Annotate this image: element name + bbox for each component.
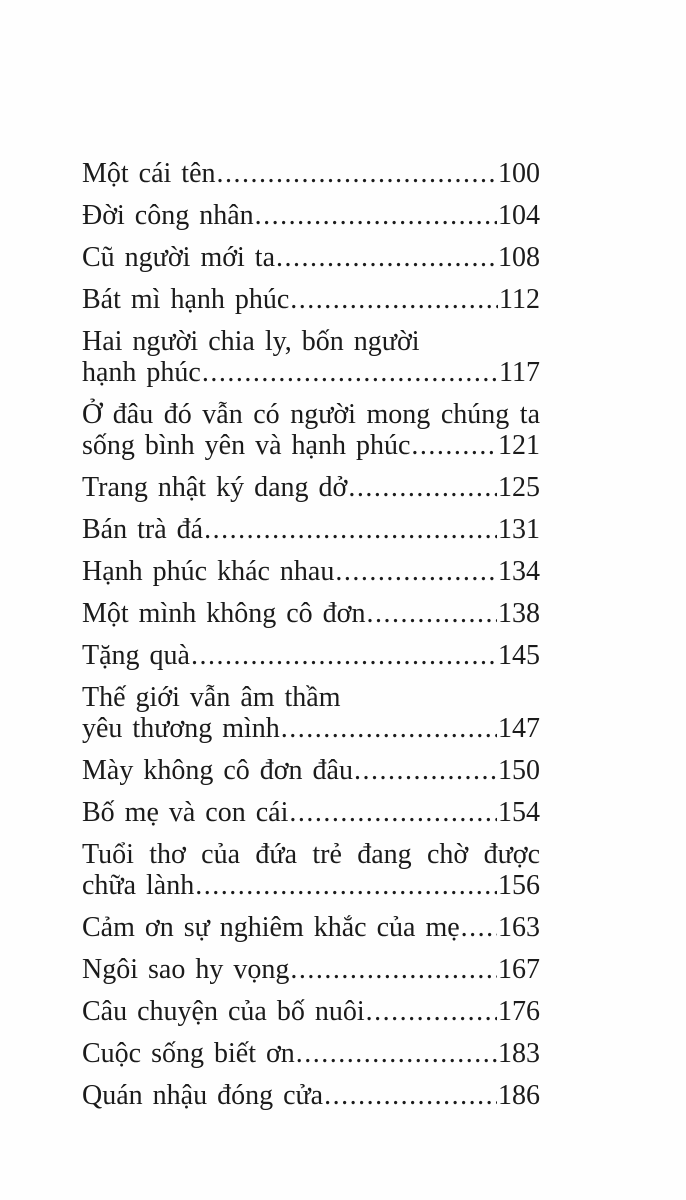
toc-page-number: 176 (498, 996, 540, 1027)
toc-page-number: 167 (498, 954, 540, 985)
toc-entry-last-line (82, 996, 540, 1027)
toc-entry-title: Ngôi sao hy vọng (82, 954, 290, 985)
toc-entry-last-line (82, 954, 540, 985)
toc-entry-last-line (82, 514, 540, 545)
toc-entry-last-line (82, 284, 540, 315)
toc-entry (82, 472, 540, 503)
toc-entry (82, 200, 540, 231)
dot-leader (366, 598, 497, 629)
toc-entry-last-line (82, 598, 540, 629)
toc-entry-last-line (82, 912, 540, 943)
toc-entry-last-line (82, 357, 540, 388)
dot-leader (255, 200, 497, 231)
toc-entry-title-line: Thế giới vẫn âm thầm (82, 682, 341, 713)
toc-entry-title-line: Hai người chia ly, bốn người (82, 326, 420, 357)
toc-entry-title: Một mình không cô đơn (82, 598, 366, 629)
dot-leader (324, 1080, 497, 1111)
toc-entry-title: Câu chuyện của bố nuôi (82, 996, 365, 1027)
dot-leader (191, 640, 497, 671)
toc-page-number: 112 (499, 284, 540, 315)
toc-entry (82, 284, 540, 315)
dot-leader (290, 284, 498, 315)
toc-entry-title: sống bình yên và hạnh phúc (82, 430, 411, 461)
dot-leader (348, 472, 497, 503)
dot-leader (281, 713, 497, 744)
dot-leader (202, 357, 498, 388)
toc-entry-title: Hạnh phúc khác nhau (82, 556, 335, 587)
toc-entry (82, 839, 540, 901)
toc-entry-title: Cũ người mới ta (82, 242, 276, 273)
toc-entry-title: Bát mì hạnh phúc (82, 284, 290, 315)
toc-entry-title: Trang nhật ký dang dở (82, 472, 348, 503)
dot-leader (204, 514, 497, 545)
toc-entry-title: Bán trà đá (82, 514, 204, 545)
dot-leader (217, 158, 497, 189)
table-of-contents (82, 158, 540, 1111)
toc-page-number: 100 (498, 158, 540, 189)
toc-page-number: 147 (498, 713, 540, 744)
toc-entry-last-line (82, 870, 540, 901)
toc-entry (82, 598, 540, 629)
toc-entry-title: Mày không cô đơn đâu (82, 755, 353, 786)
toc-page-number: 154 (498, 797, 540, 828)
dot-leader (411, 430, 497, 461)
toc-entry-last-line (82, 1080, 540, 1111)
toc-entry (82, 556, 540, 587)
toc-entry (82, 755, 540, 786)
toc-entry-last-line (82, 713, 540, 744)
toc-page-number: 117 (499, 357, 540, 388)
toc-entry (82, 912, 540, 943)
toc-entry-last-line (82, 755, 540, 786)
toc-entry-title: Cuộc sống biết ơn (82, 1038, 295, 1069)
toc-page-number: 138 (498, 598, 540, 629)
dot-leader (296, 1038, 497, 1069)
toc-entry-title: Quán nhậu đóng cửa (82, 1080, 324, 1111)
dot-leader (354, 755, 497, 786)
toc-entry (82, 1080, 540, 1111)
toc-entry-last-line (82, 556, 540, 587)
toc-page-number: 186 (498, 1080, 540, 1111)
toc-page-number: 163 (498, 912, 540, 943)
toc-entry-last-line (82, 430, 540, 461)
toc-entry (82, 1038, 540, 1069)
toc-page-number: 134 (498, 556, 540, 587)
dot-leader (290, 954, 497, 985)
toc-entry-title: Tặng quà (82, 640, 190, 671)
toc-entry (82, 797, 540, 828)
toc-page-number: 125 (498, 472, 540, 503)
toc-entry-title: chữa lành (82, 870, 195, 901)
toc-entry (82, 954, 540, 985)
toc-entry (82, 514, 540, 545)
dot-leader (366, 996, 497, 1027)
toc-entry-last-line (82, 797, 540, 828)
toc-entry-title: Một cái tên (82, 158, 216, 189)
toc-entry (82, 682, 540, 744)
toc-entry-last-line (82, 472, 540, 503)
dot-leader (289, 797, 497, 828)
dot-leader (461, 912, 497, 943)
toc-entry-last-line (82, 640, 540, 671)
toc-page-number: 150 (498, 755, 540, 786)
toc-entry-title-line: Ở đâu đó vẫn có người mong chúng ta (82, 399, 540, 430)
toc-page-number: 131 (498, 514, 540, 545)
dot-leader (276, 242, 497, 273)
toc-entry (82, 242, 540, 273)
toc-entry-title-line: Tuổi thơ của đứa trẻ đang chờ được (82, 839, 540, 870)
dot-leader (195, 870, 497, 901)
toc-page-number: 121 (498, 430, 540, 461)
toc-page-number: 156 (498, 870, 540, 901)
toc-entry (82, 399, 540, 461)
toc-entry-title: Bố mẹ và con cái (82, 797, 289, 828)
toc-entry-last-line (82, 200, 540, 231)
dot-leader (335, 556, 497, 587)
toc-page-number: 104 (498, 200, 540, 231)
toc-entry-title: hạnh phúc (82, 357, 201, 388)
toc-entry (82, 640, 540, 671)
toc-entry (82, 326, 540, 388)
toc-entry-title: yêu thương mình (82, 713, 280, 744)
toc-entry-title: Đời công nhân (82, 200, 254, 231)
toc-page-number: 183 (498, 1038, 540, 1069)
toc-page-number: 145 (498, 640, 540, 671)
toc-entry-title: Cảm ơn sự nghiêm khắc của mẹ (82, 912, 460, 943)
toc-entry (82, 158, 540, 189)
toc-entry (82, 996, 540, 1027)
toc-entry-last-line (82, 1038, 540, 1069)
toc-entry-last-line (82, 158, 540, 189)
toc-entry-last-line (82, 242, 540, 273)
toc-page-number: 108 (498, 242, 540, 273)
